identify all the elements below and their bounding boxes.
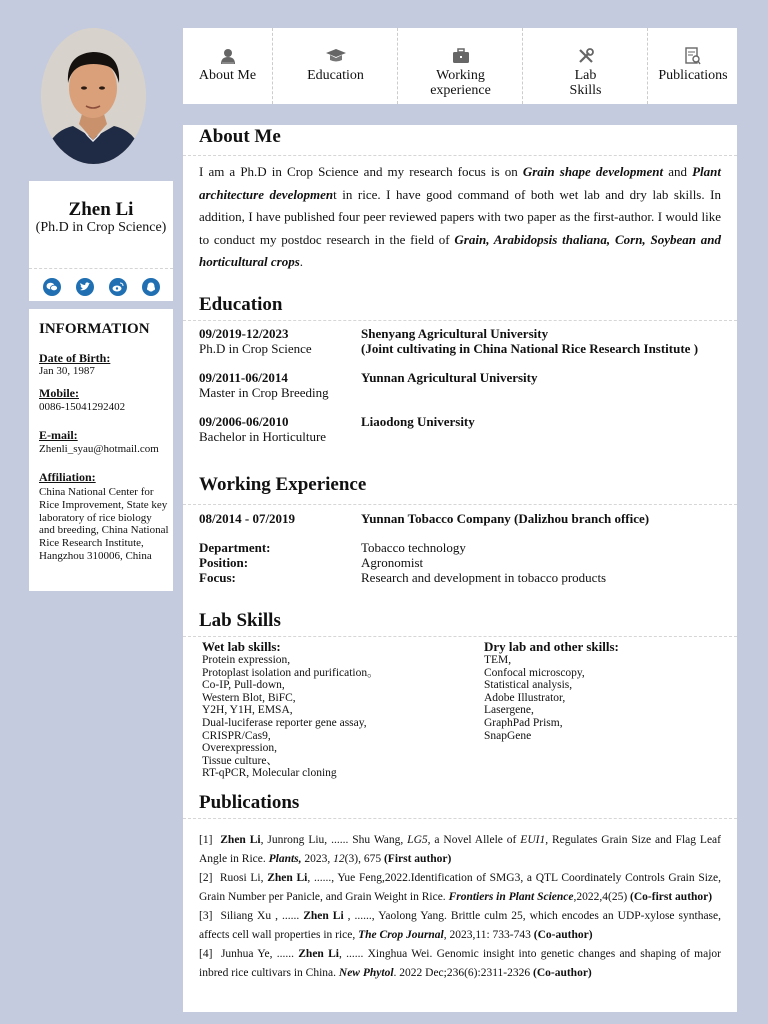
profile-portrait xyxy=(41,28,146,164)
divider xyxy=(183,818,737,819)
main-content xyxy=(183,125,737,1012)
wet-lab-skills xyxy=(202,640,379,780)
skill-item: SnapGene xyxy=(484,729,532,742)
section-nav xyxy=(183,28,737,104)
profile-photo xyxy=(41,28,146,164)
publication-item: [2] Ruosi Li, Zhen Li, ......, Yue Feng,2022.Identification of SMG3, a QTL Coordinately Controls Grain Size, Grain Number per Panicle, and Grain Weight in Rice. Frontiers in Plant Science,2022,4(25) (Co-first author) xyxy=(199,872,722,903)
work-company: Yunnan Tobacco Company (Dalizhou branch office) xyxy=(361,511,650,526)
department-value: Tobacco technology xyxy=(361,540,466,555)
nav-working-experience[interactable] xyxy=(397,28,523,104)
wet-lab-title: Wet lab skills: xyxy=(202,639,281,654)
education-dates: 09/2006-06/2010 xyxy=(199,414,289,429)
nav-label: Lab Skills xyxy=(569,68,602,98)
email-label: E-mail: xyxy=(39,428,78,442)
mobile-label: Mobile: xyxy=(39,386,79,400)
skill-item: TEM, xyxy=(484,654,512,666)
education-dates: 09/2011-06/2014 xyxy=(199,370,288,385)
mobile-value: 0086-15041292402 xyxy=(39,401,126,413)
skill-item: Co-IP, Pull-down, xyxy=(202,679,285,692)
skill-item: Protoplast isolation and purification。 xyxy=(202,666,379,679)
divider xyxy=(183,636,737,637)
person-icon xyxy=(219,47,237,65)
nav-lab-skills[interactable] xyxy=(522,28,648,104)
skill-item: Statistical analysis, xyxy=(484,679,573,692)
skill-item: Dual-luciferase reporter gene assay, xyxy=(202,716,367,729)
divider xyxy=(29,268,173,269)
education-school-note: (Joint cultivating in China National Rice Research Institute ) xyxy=(361,341,699,356)
dob-label: Date of Birth: xyxy=(39,351,111,365)
name-card xyxy=(29,181,173,301)
profile-name: Zhen Li xyxy=(68,199,134,220)
weibo-icon[interactable] xyxy=(109,278,127,296)
work-heading: Working Experience xyxy=(199,474,367,495)
publication-list xyxy=(199,831,721,983)
tools-icon xyxy=(577,47,595,65)
nav-publications[interactable] xyxy=(647,28,738,104)
skill-item: RT-qPCR, Molecular cloning xyxy=(202,767,337,780)
divider xyxy=(183,504,737,505)
publication-item: [4] Junhua Ye, ...... Zhen Li, ...... Xinghua Wei. Genomic insight into genetic changes and shaping of major inbred rice cultivars in China. New Phytol. 2022 Dec;236(6):2311-2326 (Co-author) xyxy=(199,948,721,979)
education-heading: Education xyxy=(199,294,283,315)
nav-label: About Me xyxy=(198,68,257,83)
skill-item: GraphPad Prism, xyxy=(484,716,563,729)
work-dates: 08/2014 - 07/2019 xyxy=(199,511,296,526)
email-value[interactable]: Zhenli_syau@hotmail.com xyxy=(39,443,159,455)
education-dates: 09/2019-12/2023 xyxy=(199,326,289,341)
education-degree: Master in Crop Breeding xyxy=(199,385,329,400)
divider xyxy=(183,320,737,321)
dry-lab-title: Dry lab and other skills: xyxy=(484,639,619,654)
social-links xyxy=(29,278,173,296)
skill-item: Adobe Illustrator, xyxy=(484,691,566,704)
information-heading: INFORMATION xyxy=(39,321,150,337)
publication-item: [3] Siliang Xu , ...... Zhen Li , ......, Yaolong Yang. Brittle culm 25, which encodes an UDP-xylose synthase, affects cell wall properties in rice, The Crop Journal, 2023,11: 733-743 (Co-author) xyxy=(199,910,722,941)
department-label: Department: xyxy=(199,540,271,555)
about-heading: About Me xyxy=(199,126,281,147)
focus-label: Focus: xyxy=(199,570,236,585)
qq-icon[interactable] xyxy=(142,278,160,296)
skill-item: Overexpression, xyxy=(202,742,278,755)
document-search-icon xyxy=(685,47,701,65)
nav-education[interactable] xyxy=(272,28,398,104)
nav-label: Publications xyxy=(658,68,728,83)
twitter-icon[interactable] xyxy=(76,278,94,296)
education-degree: Bachelor in Horticulture xyxy=(199,429,327,444)
publications-heading: Publications xyxy=(199,792,300,813)
education-school: Shenyang Agricultural University xyxy=(361,326,549,341)
nav-label: Education xyxy=(307,68,364,83)
publication-item: [1] Zhen Li, Junrong Liu, ...... Shu Wang, LG5, a Novel Allele of EUI1, Regulates Grain Size and Flag Leaf Angle in Rice. Plants, 2023, 12(3), 675 (First author) xyxy=(199,834,721,865)
education-school: Yunnan Agricultural University xyxy=(361,370,538,385)
profile-title: (Ph.D in Crop Science) xyxy=(35,220,167,235)
dry-lab-skills xyxy=(484,640,619,742)
affiliation-value: China National Center for Rice Improvement, State key laboratory of rice biology and breeding, China National Rice Research Institute, Hangzhou 310006, China xyxy=(39,486,169,562)
education-degree: Ph.D in Crop Science xyxy=(199,341,312,356)
wechat-icon[interactable] xyxy=(43,278,61,296)
dob-value: Jan 30, 1987 xyxy=(39,365,95,377)
skill-item: Western Blot, BiFC, xyxy=(202,691,296,704)
skills-heading: Lab Skills xyxy=(199,610,281,631)
education-school: Liaodong University xyxy=(361,414,475,429)
position-label: Position: xyxy=(199,555,249,570)
graduation-cap-icon xyxy=(325,47,347,65)
affiliation-label: Affiliation: xyxy=(39,470,96,484)
briefcase-icon xyxy=(452,47,470,65)
about-paragraph: I am a Ph.D in Crop Science and my research focus is on Grain shape development and Plant architecture development in rice. I have good command of both wet lab and dry lab skills. In addition, I have published four peer reviewed papers with two paper as the first-author. I would like to conduct my postdoc research in the field of Grain, Arabidopsis thaliana, Corn, Soybean and horticultural crops. xyxy=(199,164,721,269)
information-card xyxy=(29,309,173,591)
nav-about-me[interactable] xyxy=(183,28,272,104)
divider xyxy=(183,155,737,156)
skill-item: Confocal microscopy, xyxy=(484,666,585,679)
nav-label: Working experience xyxy=(430,68,491,98)
focus-value: Research and development in tobacco products xyxy=(361,570,607,585)
skill-item: Lasergene, xyxy=(484,704,534,717)
skill-item: CRISPR/Cas9, xyxy=(202,729,271,742)
position-value: Agronomist xyxy=(361,555,424,570)
skill-item: Protein expression, xyxy=(202,654,291,666)
skill-item: Y2H, Y1H, EMSA, xyxy=(202,704,293,717)
skill-item: Tissue culture、 xyxy=(202,754,278,767)
